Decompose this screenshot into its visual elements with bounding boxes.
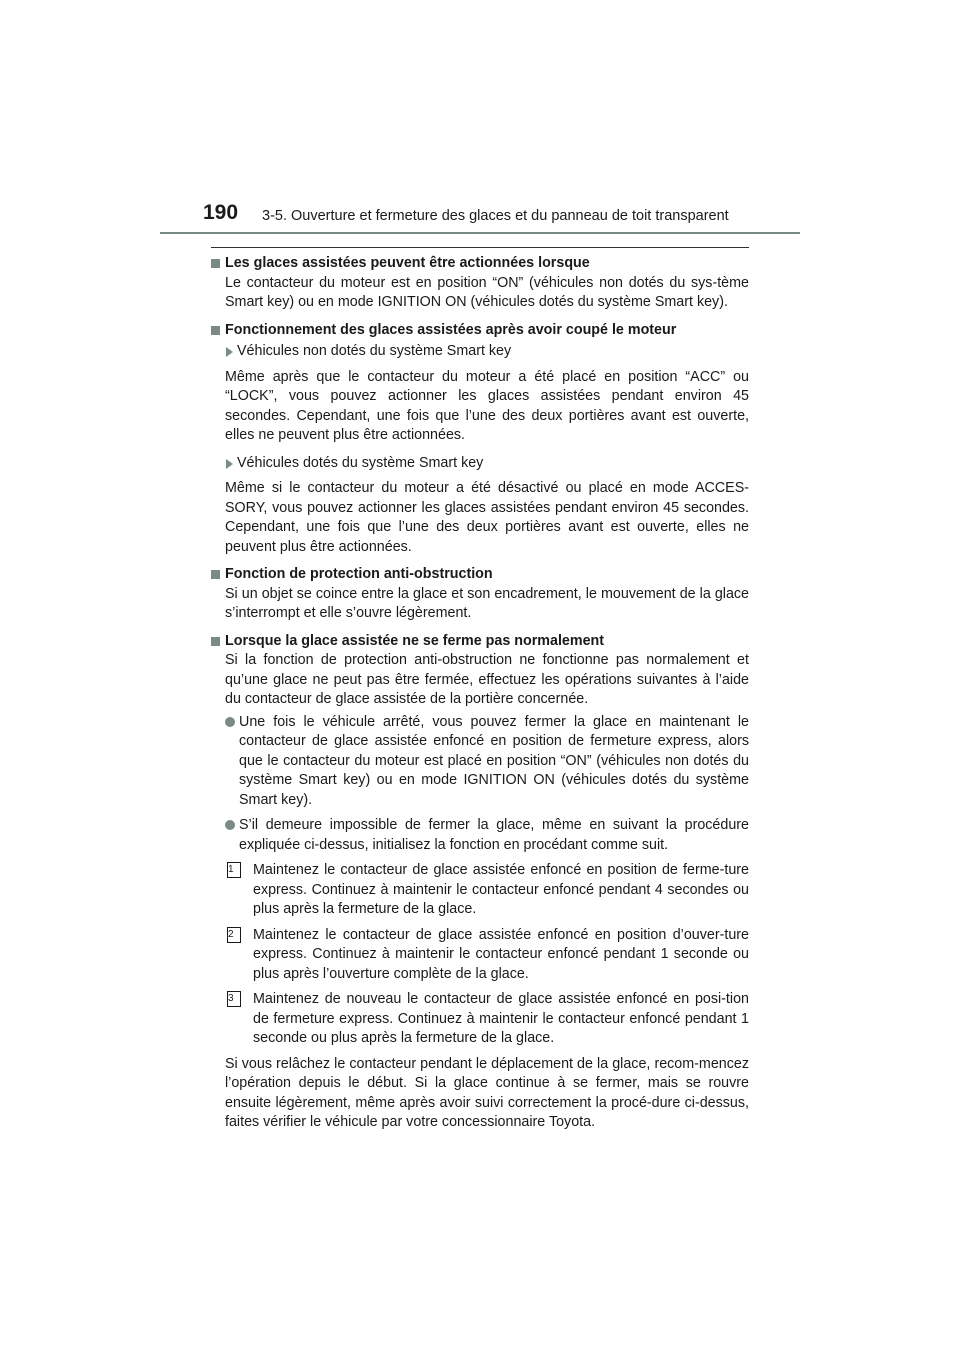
list-item-text: S’il demeure impossible de fermer la glace, même en suivant la procédure expliquée ci-dessus, initialisez la fonction en procédant comme suit. (239, 817, 749, 853)
section-heading (211, 321, 749, 341)
square-bullet-icon (211, 637, 220, 646)
square-bullet-icon (211, 326, 220, 335)
sub-heading (225, 342, 749, 362)
section-text: Si la fonction de protection anti-obstruction ne fonctionne pas normalement et qu’une glace ne peut pas être fermée, effectuez les opérations suivantes à l’aide du contacteur de glace assistée de la portière concernée. (225, 652, 749, 707)
section-heading (211, 254, 749, 274)
section-text: Même si le contacteur du moteur a été désactivé ou placé en mode ACCES-SORY, vous pouvez actionner les glaces assistées pendant environ 45 secondes. Cependant, une fois que l’une des deux portières avant est ouverte, elles ne peuvent plus être actionnées. (225, 480, 749, 555)
step-text: Maintenez le contacteur de glace assistée enfoncé en position d’ouver-ture express. Continuez à maintenir le contacteur enfoncé pendant 1 seconde ou plus après l’ouverture complète de la glace. (253, 926, 749, 982)
square-bullet-icon (211, 259, 220, 268)
list-item (225, 713, 749, 811)
section-heading (211, 565, 749, 585)
square-bullet-icon (211, 570, 220, 579)
step-number-badge: 3 (227, 991, 241, 1007)
section-heading-text: Fonction de protection anti-obstruction (225, 566, 493, 582)
step-number-badge: 2 (227, 927, 241, 943)
section-heading-text: Les glaces assistées peuvent être actionnées lorsque (225, 255, 590, 271)
section-text: Si un objet se coince entre la glace et son encadrement, le mouvement de la glace s’interrompt et elle s’ouvre légèrement. (225, 585, 749, 621)
step-text: Maintenez le contacteur de glace assistée enfoncé en position de ferme-ture express. Continuez à maintenir le contacteur enfoncé pendant 4 secondes ou plus après la fermeture de la glace. (253, 862, 749, 917)
header-divider (160, 232, 800, 234)
list-item (225, 816, 749, 855)
circle-bullet-icon (225, 717, 235, 727)
page-content (211, 254, 749, 1133)
section-text: Même après que le contacteur du moteur a été placé en position “ACC” ou “LOCK”, vous pouvez actionner les glaces assistées pendant environ 45 secondes. Cependant, une fois que l’une des deux portières avant est ouverte, elles ne peuvent plus être actionnées. (225, 368, 749, 443)
sub-heading (225, 454, 749, 474)
section-heading-text: Lorsque la glace assistée ne se ferme pas normalement (225, 632, 605, 649)
step-item (228, 861, 749, 920)
section-divider (211, 247, 749, 248)
sub-heading-text: Véhicules dotés du système Smart key (237, 454, 484, 471)
circle-bullet-icon (225, 820, 235, 830)
list-item-text: Une fois le véhicule arrêté, vous pouvez fermer la glace en maintenant le contacteur de glace assistée enfoncé en position de fermeture express, alors que le contacteur du moteur est placé en position “ON” (véhicules non dotés du système Smart key) ou en mode IGNITION ON (véhicules dotés du système Smart key). (239, 713, 749, 808)
step-text: Maintenez de nouveau le contacteur de glace assistée enfoncé en posi-tion de fermeture express. Continuez à maintenir le contacteur enfoncé pendant 1 seconde ou plus après la fermeture de la glace. (253, 991, 749, 1046)
section-heading (211, 632, 749, 652)
closing-text: Si vous relâchez le contacteur pendant le déplacement de la glace, recom-mencez l’opération depuis le début. Si la glace continue à se fermer, mais se rouvre ensuite légèrement, même après avoir suivi correctement la procé-dure ci-dessus, faites vérifier le véhicule par votre concessionnaire Toyota. (225, 1055, 749, 1130)
page-number: 190 (203, 201, 239, 224)
step-item (228, 926, 749, 985)
step-number-badge: 1 (227, 862, 241, 878)
triangle-arrow-icon (226, 459, 233, 469)
chapter-title: 3-5. Ouverture et fermeture des glaces et du panneau de toit transparent (262, 208, 729, 224)
sub-heading-text: Véhicules non dotés du système Smart key (237, 343, 512, 359)
section-heading-text: Fonctionnement des glaces assistées après avoir coupé le moteur (225, 321, 677, 338)
step-item (228, 990, 749, 1049)
triangle-arrow-icon (226, 347, 233, 357)
section-text: Le contacteur du moteur est en position “ON” (véhicules non dotés du sys-tème Smart key) ou en mode IGNITION ON (véhicules dotés du système Smart key). (225, 274, 749, 310)
